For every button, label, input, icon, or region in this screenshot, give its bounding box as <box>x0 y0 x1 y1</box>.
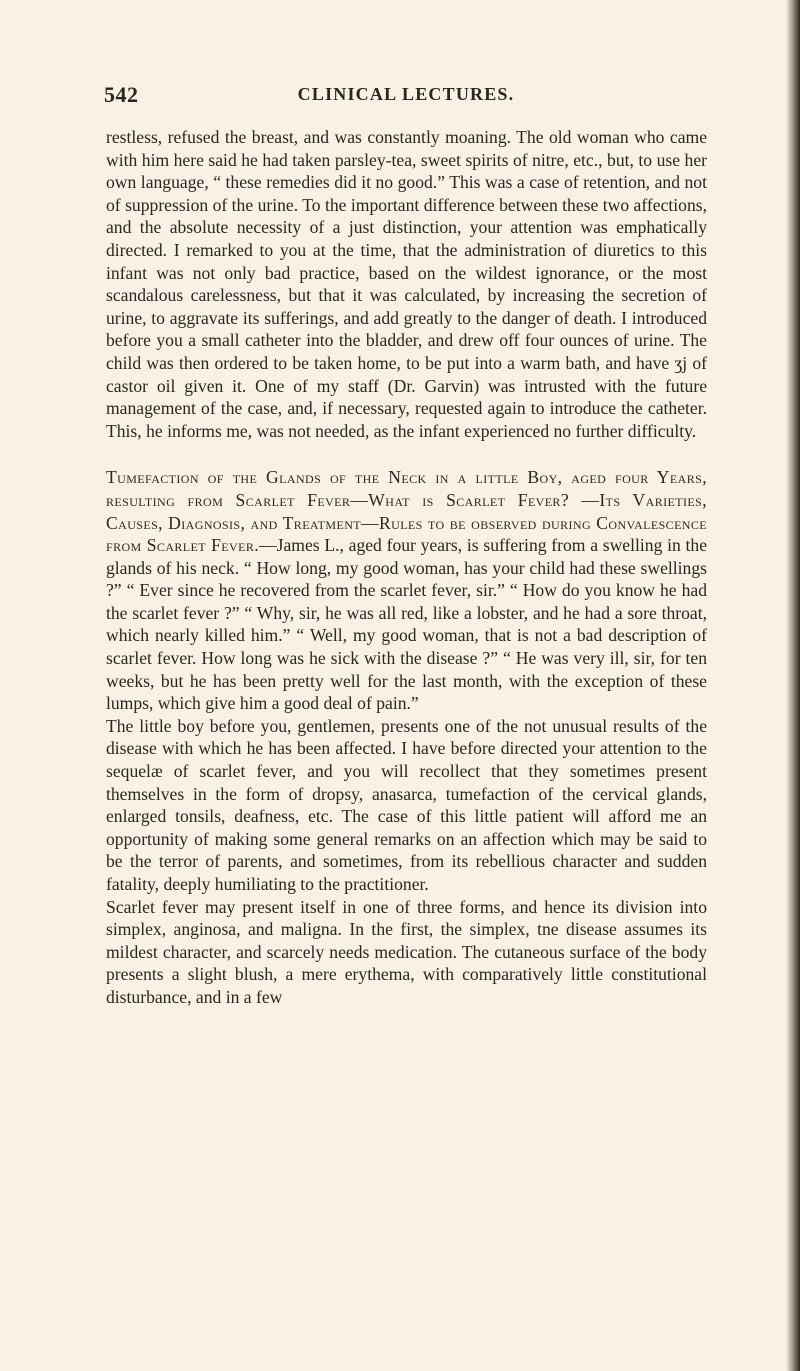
page-number: 542 <box>104 82 139 107</box>
paragraph-tumefaction-case <box>106 466 707 715</box>
page-edge-shadow <box>786 0 800 1371</box>
running-head: CLINICAL LECTURES. <box>297 84 515 104</box>
body-text <box>106 126 707 1009</box>
paragraph-sequelae: The little boy before you, gentlemen, presents one of the not unusual results of the disease with which he has been affected. I have before directed your attention to the sequelæ of scarlet fever, and you will recollect that they sometimes present themselves in the form of dropsy, anasarca, tumefaction of the cervical glands, enlarged tonsils, deafness, etc. The case of this little patient will afford me an opportunity of making some general remarks on an affection which may be said to be the terror of parents, and sometimes, from its rebellious character and sudden fatality, deeply humiliating to the practitioner. <box>106 715 707 894</box>
section-gap <box>106 442 707 466</box>
paragraph-scarlet-fever-forms: Scarlet fever may present itself in one of three forms, and hence its division into simplex, anginosa, and maligna. In the first, the simplex, tne disease assumes its mildest character, and scarcely needs medication. The cutaneous surface of the body presents a slight blush, a mere erythema, with comparatively little constitutional disturbance, and in a few <box>106 896 707 1007</box>
page-header <box>104 82 708 108</box>
paragraph-retention-case: restless, refused the breast, and was constantly moaning. The old woman who came with him here said he had taken parsley-tea, sweet spirits of nitre, etc., but, to use her own language, “ these remedies did it no good.” This was a case of retention, and not of suppression of the urine. To the important difference between these two affections, and the absolute necessity of a just distinction, your attention was emphatically directed. I remarked to you at the time, that the administration of diuretics to this infant was not only bad practice, based on the wildest ignorance, or the most scandalous carelessness, but that it was calculated, by increasing the secretion of urine, to aggravate its sufferings, and add greatly to the danger of death. I introduced before you a small catheter into the bladder, and drew off four ounces of urine. The child was then ordered to be taken home, to be put into a warm bath, and have ʒj of castor oil given it. One of my staff (Dr. Garvin) was intrusted with the future management of the case, and, if necessary, requested again to introduce the catheter. This, he informs me, was not needed, as the infant experienced no further difficulty. <box>106 127 707 441</box>
section-heading: Tumefaction of the Glands of the Neck in a little Boy, aged four Years, resulting from Scarlet Fever—What is Scarlet Fever? —Its Varieties, Causes, Diagnosis, and Treatment—Rules to be observed during Convalescence from Scarlet Fever. <box>106 467 707 556</box>
section-heading-continuation: —James L., aged four years, is suffering from a swelling in the glands of his neck. “ How long, my good woman, has your child had these swellings ?” “ Ever since he recovered from the scarlet fever, sir.” “ How do you know he had the scarlet fever ?” “ Why, sir, he was all red, like a lobster, and he had a sore throat, which nearly killed him.” “ Well, my good woman, that is not a bad description of scarlet fever. How long was he sick with the disease ?” “ He was very ill, sir, for ten weeks, but he has been pretty well for the last month, with the exception of these lumps, which give him a good deal of pain.” <box>106 535 708 714</box>
